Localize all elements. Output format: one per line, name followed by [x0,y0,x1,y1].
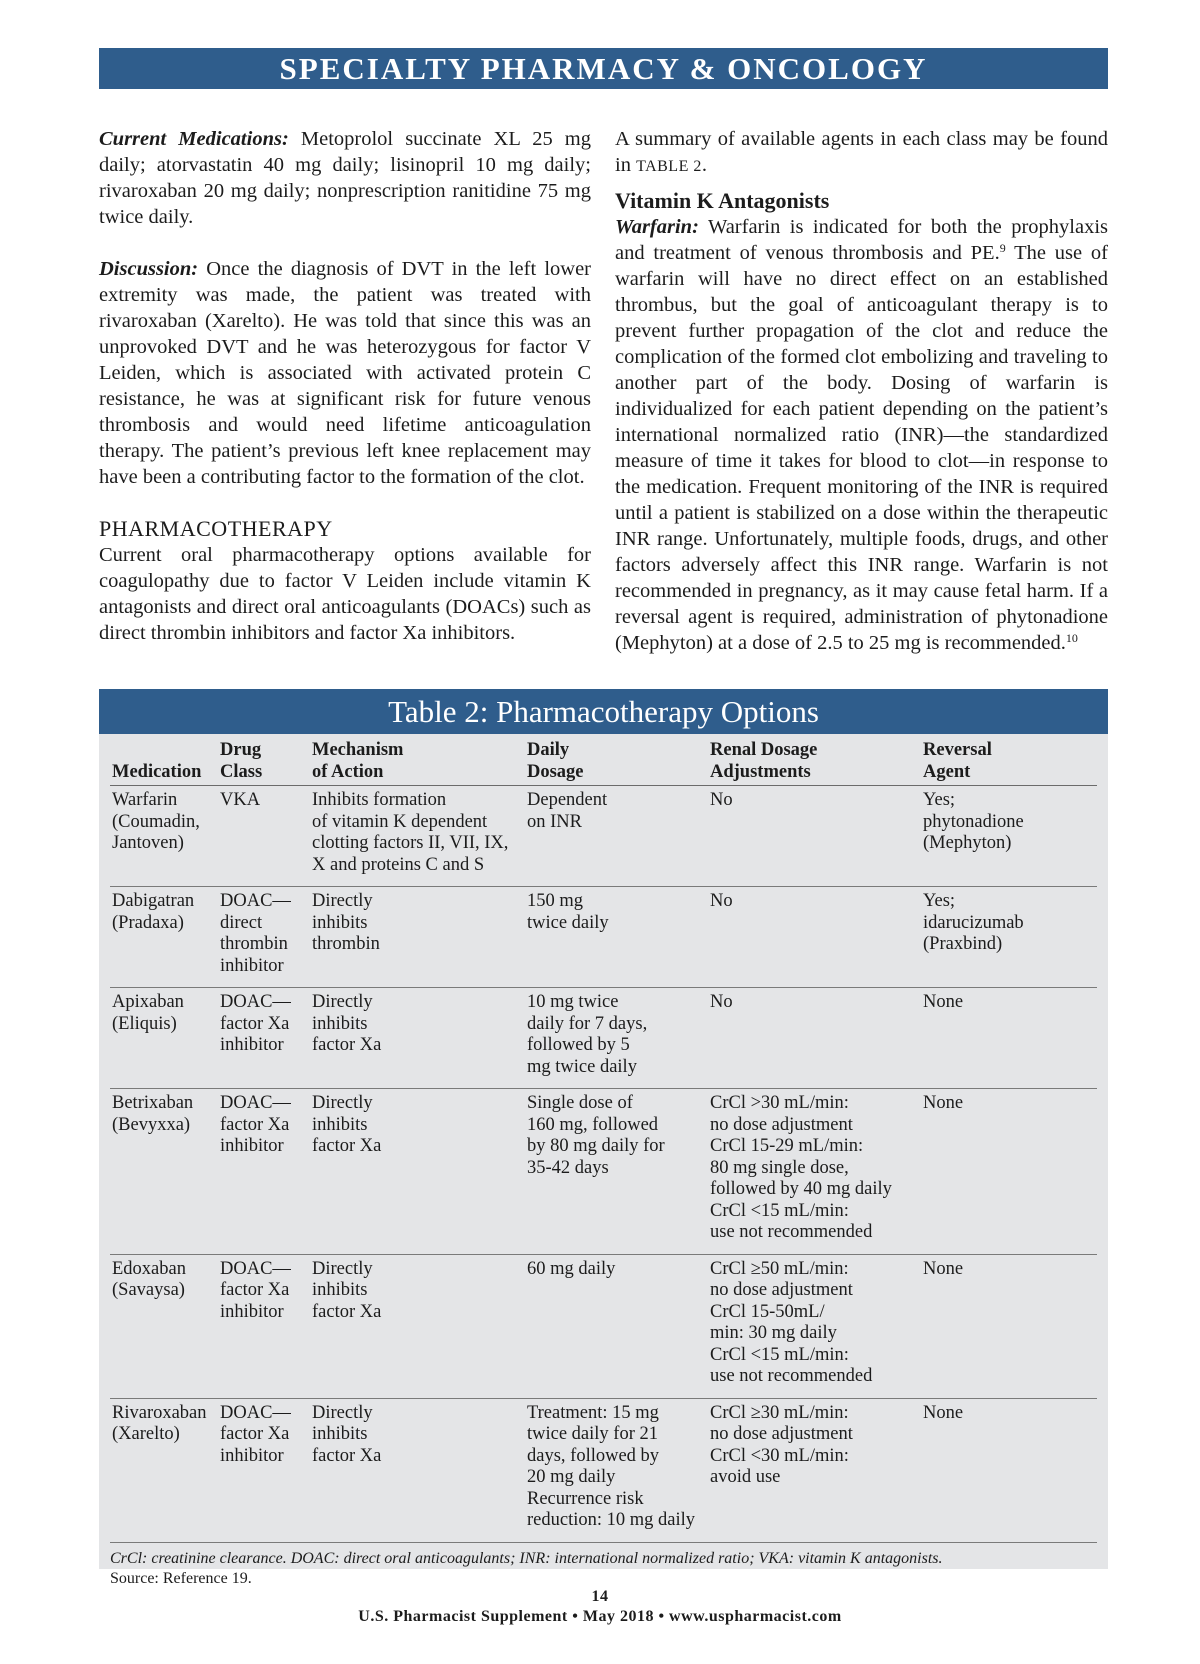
cell-drug-class [218,988,310,1089]
cell-line: CrCl <15 mL/min: [710,1344,849,1365]
vka-heading: Vitamin K Antagonists [615,188,830,213]
cell-line: Directly [312,1258,373,1279]
table-title: Table 2: Pharmacotherapy Options [99,689,1108,734]
cell-reversal-agent [921,786,1097,887]
cell-line: inhibits [312,1424,368,1444]
header-line: Daily [527,740,570,760]
cell-line: CrCl >30 mL/min: [710,1093,849,1113]
cell-line: factor Xa [312,1445,382,1466]
pharmacotherapy-paragraph: Current oral pharmacotherapy options available for coagulopathy due to factor V Leiden include vitamin K antagonists and direct oral anticoagulants (DOACs) such as direct thrombin inhibitors and factor Xa inhibitors. [99,544,591,644]
source-note: Source: Reference 19. [110,1569,252,1587]
cell-line: (Savaysa) [112,1280,185,1300]
cell-drug-class [218,1089,310,1255]
table-row [110,1089,1097,1255]
cell-line: CrCl <30 mL/min: [710,1445,849,1466]
header-mechanism [310,734,525,786]
cell-line: phytonadione [923,811,1024,832]
cell-line: (Coumadin, [112,811,200,832]
cell-line: DOAC— [220,1093,291,1113]
table-reference-link[interactable]: TABLE 2 [636,158,702,175]
cell-line: followed by 40 mg daily [710,1179,892,1199]
cell-reversal-agent [921,1398,1097,1542]
cell-line: factor Xa [220,1424,290,1444]
cell-daily-dosage [525,988,708,1089]
cell-line: factor Xa [220,1114,290,1135]
cell-line: Yes; [923,790,956,810]
cell-line: of vitamin K dependent [312,811,488,832]
cell-line: use not recommended [710,1222,873,1242]
cell-line: inhibitor [220,1445,284,1466]
cell-line: None [923,1093,964,1113]
cell-line: CrCl 15-29 mL/min: [710,1136,864,1156]
cell-line: (Praxbind) [923,934,1003,954]
summary-text: A summary of available agents in each class may be found in [615,128,1108,176]
pharmacotherapy-table-box [99,689,1108,1587]
cell-medication [110,1398,218,1542]
header-line: Mechanism [312,740,404,760]
cell-line: VKA [220,790,261,810]
pharmacotherapy-table [110,734,1097,1543]
header-medication [110,734,218,786]
cell-medication [110,1254,218,1398]
cell-line: days, followed by [527,1445,660,1466]
cell-line: thrombin [312,934,380,954]
cell-line: factor Xa [220,1013,290,1034]
table-row [110,988,1097,1089]
cell-line: No [710,790,733,810]
cell-daily-dosage [525,1398,708,1542]
cell-line: twice daily [527,912,609,933]
cell-line: twice daily for 21 [527,1424,658,1444]
cell-renal-adjustments [708,1089,921,1255]
cell-line: (Bevyxxa) [112,1114,191,1135]
abbreviations-note: CrCl: creatinine clearance. DOAC: direct oral anticoagulants; INR: international normalized ratio; VKA: vitamin K antagonists. [110,1549,943,1567]
cell-medication [110,1089,218,1255]
cell-line: (Xarelto) [112,1424,180,1444]
cell-reversal-agent [921,887,1097,988]
cell-medication [110,988,218,1089]
cell-line: (Eliquis) [112,1013,177,1034]
cell-line: 35-42 days [527,1157,609,1178]
header-line: Drug [220,740,262,760]
cell-mechanism [310,1254,525,1398]
cell-medication [110,786,218,887]
table-header-row [110,734,1097,786]
cell-renal-adjustments [708,1398,921,1542]
cell-line: inhibits [312,1280,368,1300]
cell-drug-class [218,887,310,988]
cell-line: daily for 7 days, [527,1013,648,1034]
cell-reversal-agent [921,988,1097,1089]
cell-line: inhibitor [220,955,284,976]
cell-line: CrCl ≥30 mL/min: [710,1402,849,1423]
cell-line: No [710,891,733,911]
header-renal-adjustments [708,734,921,786]
section-banner: SPECIALTY PHARMACY & ONCOLOGY [99,48,1108,89]
cell-line: factor Xa [312,1301,382,1322]
cell-line: Directly [312,1402,373,1423]
header-daily-dosage [525,734,708,786]
header-line: of Action [312,761,384,782]
cell-line: None [923,992,964,1012]
cell-line: CrCl <15 mL/min: [710,1200,849,1221]
cell-line: Dependent [527,790,608,810]
cell-renal-adjustments [708,786,921,887]
page-footer [0,1587,1200,1627]
cell-medication [110,887,218,988]
cell-line: inhibits [312,912,368,933]
cell-line: (Pradaxa) [112,912,184,933]
cell-line: Recurrence risk [527,1488,644,1509]
cell-line: Rivaroxaban [112,1402,207,1423]
citation-10: 10 [1065,631,1078,645]
cell-line: idarucizumab [923,912,1024,933]
cell-line: reduction: 10 mg daily [527,1510,696,1530]
header-line: Adjustments [710,761,811,782]
header-drug-class [218,734,310,786]
cell-line: DOAC— [220,992,291,1012]
cell-line: on INR [527,811,582,832]
header-line: Dosage [527,761,584,782]
cell-line: inhibits [312,1114,368,1135]
discussion-label: Discussion: [99,258,199,280]
cell-line: factor Xa [220,1280,290,1300]
publication-line: U.S. Pharmacist Supplement • May 2018 • www.uspharmacist.com [358,1608,842,1625]
table-row [110,1398,1097,1542]
header-line: Medication [112,761,202,782]
cell-line: DOAC— [220,1258,291,1279]
page-number: 14 [591,1588,609,1605]
header-line: Class [220,761,263,782]
cell-line: CrCl ≥50 mL/min: [710,1258,849,1279]
cell-line: Jantoven) [112,833,184,853]
cell-line: by 80 mg daily for [527,1136,665,1156]
cell-line: avoid use [710,1467,781,1487]
cell-line: clotting factors II, VII, IX, [312,833,509,853]
cell-line: no dose adjustment [710,1280,853,1300]
cell-line: No [710,992,733,1012]
cell-line: thrombin [220,934,288,954]
cell-line: factor Xa [312,1136,382,1156]
cell-line: factor Xa [312,1035,382,1055]
summary-paragraph [615,126,1108,180]
summary-end: . [701,154,707,176]
cell-line: inhibitor [220,1035,284,1055]
table-row [110,887,1097,988]
header-reversal-agent [921,734,1097,786]
cell-line: Directly [312,891,373,911]
cell-line: Directly [312,992,373,1012]
cell-daily-dosage [525,887,708,988]
cell-line: 10 mg twice [527,992,619,1012]
cell-line: mg twice daily [527,1056,637,1077]
current-medications-text: Metoprolol succinate XL 25 mg daily; atorvastatin 40 mg daily; lisinopril 10 mg daily; rivaroxaban 20 mg daily; nonprescription ranitidine 75 mg twice daily. [99,128,591,228]
right-column [615,126,1108,656]
cell-line: Directly [312,1093,373,1113]
cell-line: Inhibits formation [312,790,447,810]
cell-mechanism [310,988,525,1089]
cell-line: X and proteins C and S [312,854,485,875]
current-medications-paragraph [99,126,591,230]
cell-line: followed by 5 [527,1035,630,1055]
discussion-text: Once the diagnosis of DVT in the left lower extremity was made, the patient was treated with rivaroxaban (Xarelto). He was told that since this was an unprovoked DVT and he was heterozygous for factor V Leiden, which is associated with activated protein C resistance, he was at significant risk for future venous thrombosis and would need lifetime anticoagulation therapy. The patient’s previous left knee replacement may have been a contributing factor to the formation of the clot. [99,258,591,488]
discussion-paragraph [99,256,591,490]
cell-line: None [923,1402,964,1423]
cell-line: Betrixaban [112,1093,194,1113]
cell-renal-adjustments [708,1254,921,1398]
cell-line: inhibitor [220,1136,284,1156]
table-body [110,786,1097,1543]
cell-line: direct [220,912,263,933]
cell-daily-dosage [525,1089,708,1255]
warfarin-paragraph [615,214,1108,656]
cell-line: DOAC— [220,891,291,911]
cell-line: Yes; [923,891,956,911]
cell-renal-adjustments [708,887,921,988]
cell-mechanism [310,1089,525,1255]
citation-9: 9 [999,241,1006,255]
cell-line: min: 30 mg daily [710,1323,837,1343]
cell-reversal-agent [921,1254,1097,1398]
cell-line: inhibitor [220,1301,284,1322]
cell-line: Warfarin [112,790,178,810]
cell-line: Single dose of [527,1093,633,1113]
cell-line: no dose adjustment [710,1114,853,1135]
cell-line: 150 mg [527,891,584,911]
cell-line: DOAC— [220,1402,291,1423]
table-row [110,1254,1097,1398]
cell-drug-class [218,786,310,887]
warfarin-text-b: The use of warfarin will have no direct effect on an established thrombus, but the goal of anticoagulant therapy is to prevent further propagation of the clot and reduce the complication of the formed clot embolizing and traveling to another part of the body. Dosing of warfarin is individualized for each patient depending on the patient’s international normalized ratio (INR)—the standardized measure of time it takes for blood to clot—in response to the medication. Frequent monitoring of the INR is required until a patient is stabilized on a dose within the therapeutic INR range. Unfortunately, multiple foods, drugs, and other factors adversely affect this INR range. Warfarin is not recommended in pregnancy, as it may cause fetal harm. If a reversal agent is required, administration of phytonadione (Mephyton) at a dose of 2.5 to 25 mg is recommended. [615,242,1108,654]
cell-line: 160 mg, followed [527,1114,659,1135]
cell-line: 20 mg daily [527,1467,616,1487]
cell-line: (Mephyton) [923,833,1012,853]
current-medications-label: Current Medications: [99,128,289,150]
cell-line: 80 mg single dose, [710,1157,849,1178]
cell-mechanism [310,786,525,887]
cell-line: Dabigatran [112,891,195,911]
table-row [110,786,1097,887]
cell-daily-dosage [525,786,708,887]
cell-daily-dosage [525,1254,708,1398]
cell-line: Apixaban [112,992,184,1012]
cell-line: Edoxaban [112,1258,186,1279]
header-line: Renal Dosage [710,740,818,760]
cell-line: CrCl 15-50mL/ [710,1301,825,1322]
cell-line: Treatment: 15 mg [527,1402,659,1423]
warfarin-label: Warfarin: [615,216,699,238]
cell-line: use not recommended [710,1366,873,1386]
cell-line: inhibits [312,1013,368,1034]
warfarin-text-a: Warfarin is indicated for both the prophylaxis and treatment of venous thrombosis and PE. [615,216,1108,264]
cell-line: None [923,1258,964,1279]
cell-mechanism [310,887,525,988]
cell-renal-adjustments [708,988,921,1089]
cell-line: 60 mg daily [527,1258,616,1279]
table-footnote [110,1549,1097,1589]
pharmacotherapy-heading: PHARMACOTHERAPY [99,516,333,541]
cell-drug-class [218,1254,310,1398]
cell-drug-class [218,1398,310,1542]
cell-mechanism [310,1398,525,1542]
left-column [99,126,591,646]
header-line: Reversal [923,740,992,760]
cell-reversal-agent [921,1089,1097,1255]
cell-line: no dose adjustment [710,1424,853,1444]
header-line: Agent [923,761,971,782]
